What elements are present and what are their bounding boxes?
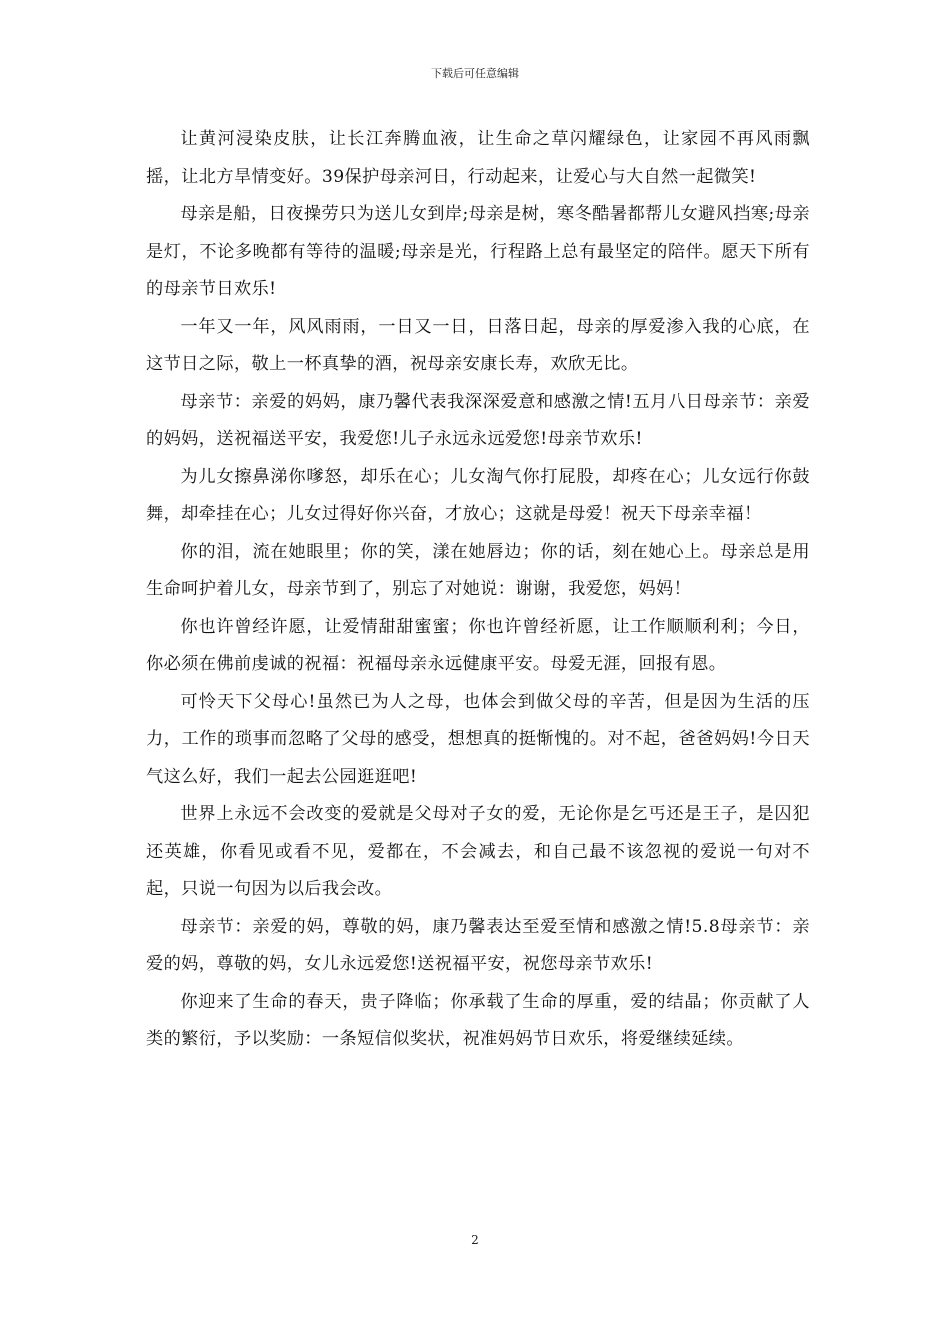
paragraph: 母亲节：亲爱的妈妈，康乃馨代表我深深爱意和感激之情!五月八日母亲节：亲爱的妈妈，送祝福送平安，我爱您!儿子永远永远爱您!母亲节欢乐! xyxy=(146,391,810,449)
paragraph: 让黄河浸染皮肤，让长江奔腾血液，让生命之草闪耀绿色，让家园不再风雨飘摇，让北方旱情变好。39保护母亲河日，行动起来，让爱心与大自然一起微笑! xyxy=(146,129,810,187)
paragraph: 可怜天下父母心!虽然已为人之母，也体会到做父母的辛苦，但是因为生活的压力，工作的琐事而忽略了父母的感受，想想真的挺惭愧的。对不起，爸爸妈妈!今日天气这么好，我们一起去公园逛逛吧! xyxy=(146,691,810,787)
paragraph: 母亲是船，日夜操劳只为送儿女到岸;母亲是树，寒冬酷暑都帮儿女避风挡寒;母亲是灯，不论多晚都有等待的温暖;母亲是光，行程路上总有最坚定的陪伴。愿天下所有的母亲节日欢乐! xyxy=(146,204,810,299)
paragraph: 世界上永远不会改变的爱就是父母对子女的爱，无论你是乞丐还是王子，是囚犯还英雄，你看见或看不见，爱都在，不会减去，和自己最不该忽视的爱说一句对不起，只说一句因为以后我会改。 xyxy=(146,804,810,899)
document-body xyxy=(146,121,810,1059)
paragraph: 你迎来了生命的春天，贵子降临；你承载了生命的厚重，爱的结晶；你贡献了人类的繁衍，予以奖励：一条短信似奖状，祝准妈妈节日欢乐，将爱继续延续。 xyxy=(146,991,810,1049)
page-number: 2 xyxy=(471,1233,479,1247)
paragraph: 为儿女擦鼻涕你嗲怒，却乐在心；儿女淘气你打屁股，却疼在心；儿女远行你鼓舞，却牵挂在心；儿女过得好你兴奋，才放心；这就是母爱！祝天下母亲幸福！ xyxy=(146,466,810,524)
paragraph: 你的泪，流在她眼里；你的笑，漾在她唇边；你的话，刻在她心上。母亲总是用生命呵护着儿女，母亲节到了，别忘了对她说：谢谢，我爱您，妈妈！ xyxy=(146,541,810,599)
paragraph: 你也许曾经许愿，让爱情甜甜蜜蜜；你也许曾经祈愿，让工作顺顺利利；今日，你必须在佛前虔诚的祝福：祝福母亲永远健康平安。母爱无涯，回报有恩。 xyxy=(146,616,810,674)
paragraph: 一年又一年，风风雨雨，一日又一日，日落日起，母亲的厚爱渗入我的心底，在这节日之际，敬上一杯真挚的酒，祝母亲安康长寿，欢欣无比。 xyxy=(146,316,810,374)
page-header: 下载后可任意编辑 xyxy=(431,67,519,80)
paragraph: 母亲节：亲爱的妈，尊敬的妈，康乃馨表达至爱至情和感激之情!5.8母亲节：亲爱的妈，尊敬的妈，女儿永远爱您!送祝福平安，祝您母亲节欢乐! xyxy=(146,916,810,974)
